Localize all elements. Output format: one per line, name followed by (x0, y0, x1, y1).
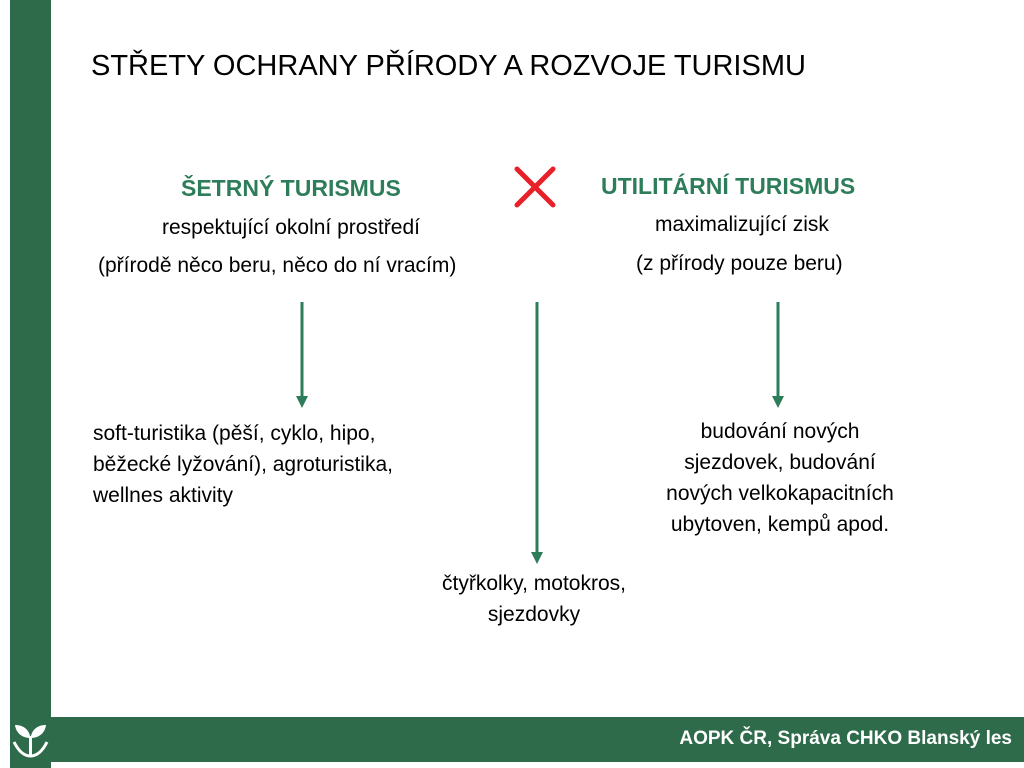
left-heading: ŠETRNÝ TURISMUS (181, 175, 401, 201)
footer-label: AOPK ČR, Správa CHKO Blanský les (679, 728, 1012, 749)
middle-result-line: čtyřkolky, motokros, (442, 572, 626, 595)
left-accent-bar (10, 0, 51, 768)
right-subline-2: (z přírody pouze beru) (636, 252, 843, 275)
left-subline-2: (přírodě něco beru, něco do ní vracím) (98, 254, 457, 277)
slide-title: STŘETY OCHRANY PŘÍRODY A ROZVOJE TURISMU (91, 50, 806, 82)
cross-icon (513, 165, 557, 209)
left-result-line: běžecké lyžování), agroturistika, (93, 453, 393, 476)
right-result-text (630, 416, 930, 540)
left-result-text (93, 418, 393, 511)
right-arrow-icon (770, 300, 786, 410)
left-arrow-icon (294, 300, 310, 410)
aopk-leaf-logo-icon (10, 716, 51, 760)
right-result-line: ubytoven, kempů apod. (670, 513, 890, 536)
left-result-line: wellnes aktivity (93, 484, 234, 507)
right-heading: UTILITÁRNÍ TURISMUS (601, 173, 856, 199)
middle-arrow-icon (529, 300, 545, 566)
right-result-line: nových velkokapacitních (666, 482, 894, 505)
right-result-line: sjezdovek, budování (684, 451, 876, 474)
right-result-line: budování nových (700, 420, 860, 443)
middle-result-text (394, 568, 674, 630)
right-subline-1: maximalizující zisk (655, 213, 829, 236)
left-result-line: soft-turistika (pěší, cyklo, hipo, (93, 422, 376, 445)
left-subline-1: respektující okolní prostředí (162, 216, 420, 239)
middle-result-line: sjezdovky (487, 603, 581, 626)
